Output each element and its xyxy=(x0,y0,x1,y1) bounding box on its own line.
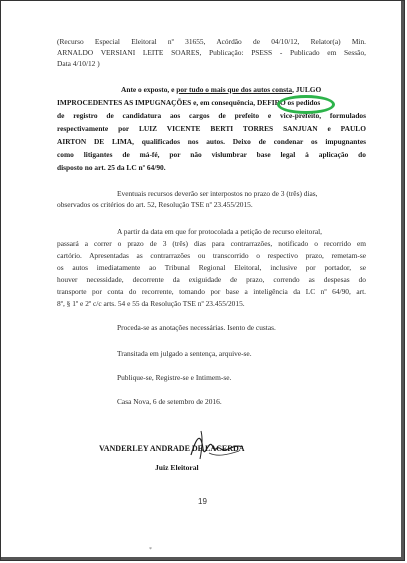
closing-line-1: Proceda-se as anotações necessárias. Isento de custas. xyxy=(117,323,276,332)
scan-mark: * xyxy=(149,547,152,553)
reference-line-2: ARNALDO VERSIANI LEITE SOARES, Publicação: PSESS - Publicado em Sessão, xyxy=(57,48,366,57)
page-edge-right xyxy=(401,1,404,560)
highlight-oval xyxy=(277,95,335,114)
decision-judgment: , JULGO xyxy=(292,85,322,94)
procedure-line-7: 8º, § 1º e 2º c/c arts. 54 e 55 da Resolução TSE nº 23.455/2015. xyxy=(57,299,245,308)
decision-intro: Ante o exposto, e xyxy=(121,85,177,94)
decision-defiro: DEFIRO os pedidos xyxy=(256,98,321,107)
reference-line-3: Data 4/10/12 ) xyxy=(57,59,100,68)
appeals-line-2: observados os critérios do art. 52, Resolução TSE nº 23.455/2015. xyxy=(57,200,253,209)
procedure-line-2: passará a correr o prazo de 3 (três) dias para contrarrazões, notificado o recorrido em xyxy=(57,239,366,248)
decision-line-1 xyxy=(121,85,366,95)
decision-line-4: respectivamente por LUIZ VICENTE BERTI TORRES SANJUAN e PAULO xyxy=(57,124,366,133)
procedure-line-1: A partir da data em que for protocolada a petição de recurso eleitoral, xyxy=(117,227,322,236)
page-edge-bottom xyxy=(1,557,404,560)
closing-line-3: Publique-se, Registre-se e Intimem-se. xyxy=(117,373,232,382)
decision-improcedentes: IMPROCEDENTES AS IMPUGNAÇÕES e, em consequência, xyxy=(57,98,257,107)
procedure-line-5: houver necessidade, decorrente da exiguidade de prazo, correndo as despesas do xyxy=(57,275,366,284)
decision-line-3: de registro de candidatura aos cargos de prefeito e vice-prefeito, formulados xyxy=(57,111,366,120)
decision-line-7: disposto no art. 25 da LC nº 64/90. xyxy=(57,163,166,172)
page-number: 19 xyxy=(198,497,207,506)
reference-line-1: (Recurso Especial Eleitoral nº 31655, Acórdão de 04/10/12, Relator(a) Min. xyxy=(57,37,366,46)
judge-name: VANDERLEY ANDRADE DE LACERDA xyxy=(99,444,245,453)
procedure-line-4: os autos imediatamente ao Tribunal Regional Eleitoral, inclusive por portador, se xyxy=(57,263,366,272)
appeals-line-1: Eventuais recursos deverão ser interpostos no prazo de 3 (três) dias, xyxy=(117,189,318,198)
procedure-line-3: cartório. Apresentadas as contrarrazões ou transcorrido o respectivo prazo, remetam-se xyxy=(57,251,366,260)
decision-line-6: como litigantes de má-fé, por não vislumbrar base legal à aplicação do xyxy=(57,150,366,159)
judge-title: Juiz Eleitoral xyxy=(155,463,199,472)
decision-line-5: AIRTON DE LIMA, qualificados nos autos. Deixo de condenar os impugnantes xyxy=(57,137,366,146)
closing-line-2: Transitada em julgado a sentença, arquive-se. xyxy=(117,349,252,358)
closing-date: Casa Nova, 6 de setembro de 2016. xyxy=(117,397,222,406)
procedure-line-6: transporte por conta do recorrente, tomando por base a inteligência da LC nº 64/90, art. xyxy=(57,287,366,296)
decision-underlined-phrase: por tudo o mais que dos autos consta xyxy=(176,85,293,94)
